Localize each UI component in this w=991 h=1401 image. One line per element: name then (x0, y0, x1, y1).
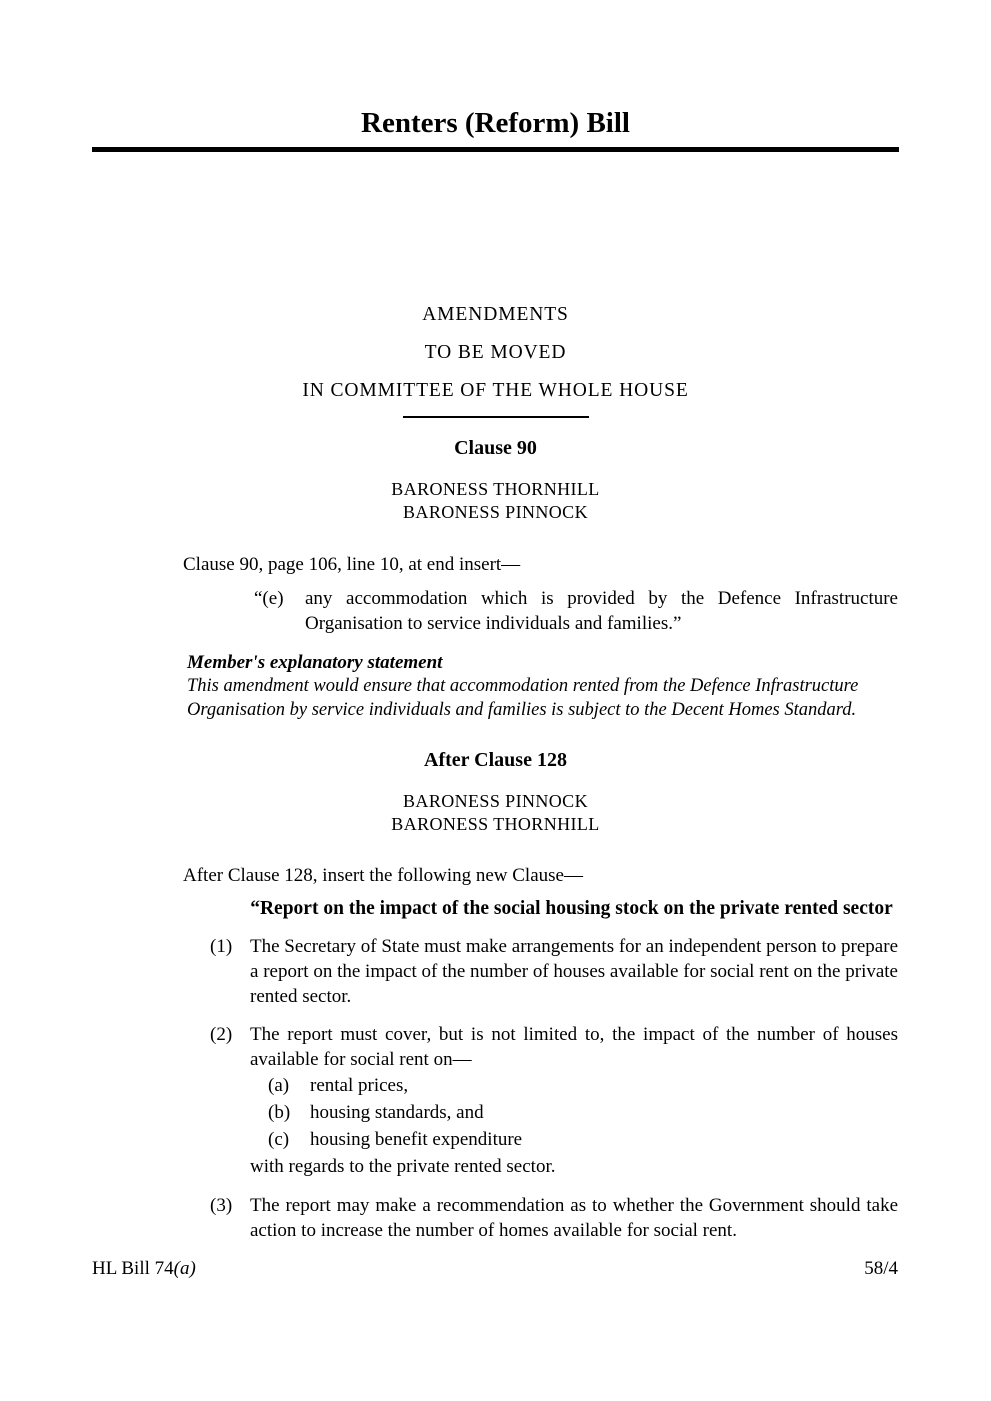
after-clause-128-sponsors (0, 790, 991, 836)
subparagraph-text: any accommodation which is provided by the Defence Infrastructure Organisation to service individuals and families.” (305, 588, 898, 634)
subsection-3 (210, 1193, 898, 1243)
subsection-1-marker: (1) (210, 936, 233, 957)
list-item-c (268, 1126, 898, 1153)
amendment-instruction: Clause 90, page 106, line 10, at end insert— (183, 554, 521, 575)
subsection-2-text: The report must cover, but is not limited to, the impact of the number of houses available for social rent on— (250, 1024, 898, 1070)
sponsor-name: BARONESS THORNHILL (391, 479, 600, 499)
after-clause-128-section (0, 747, 991, 1243)
list-closing-text: with regards to the private rented sector. (250, 1156, 556, 1177)
new-clause-instruction: After Clause 128, insert the following new Clause— (183, 865, 583, 886)
after-clause-128-heading: After Clause 128 (424, 749, 567, 771)
explanatory-statement-heading: Member's explanatory statement (187, 652, 443, 673)
sponsor-name: BARONESS THORNHILL (391, 814, 600, 834)
list-item-c-text: housing benefit expenditure (310, 1129, 523, 1150)
list-item-a (268, 1072, 898, 1099)
masthead-line-committee: IN COMMITTEE OF THE WHOLE HOUSE (302, 380, 689, 401)
explanatory-statement-text: This amendment would ensure that accommodation rented from the Defence Infrastructure Organisation by service individuals and families is subject to the Decent Homes Standard. (187, 676, 859, 720)
new-clause-title: “Report on the impact of the social housing stock on the private rented sector (250, 898, 893, 919)
list-item-c-marker: (c) (268, 1129, 290, 1150)
title-double-rule (92, 147, 899, 152)
list-item-a-text: rental prices, (310, 1075, 409, 1096)
masthead-line-to-be-moved: TO BE MOVED (424, 342, 567, 363)
masthead-line-amendments: AMENDMENTS (422, 304, 569, 325)
masthead-rule (403, 416, 589, 418)
subsection-3-text: The report may make a recommendation as to whether the Government should take action to increase the number of homes available for social rent. (250, 1195, 898, 1241)
footer-bill-number-suffix: (a) (173, 1258, 196, 1279)
explanatory-statement (187, 651, 898, 722)
footer-bill-number (92, 1257, 196, 1281)
subsection-1 (210, 934, 898, 1009)
footer-bill-number-prefix: HL Bill 74 (92, 1258, 174, 1279)
sponsor-name: BARONESS PINNOCK (403, 791, 588, 811)
clause-90-sponsors (0, 478, 991, 524)
sponsor-name: BARONESS PINNOCK (403, 502, 588, 522)
list-item-b (268, 1099, 898, 1126)
list-item-b-text: housing standards, and (310, 1102, 484, 1123)
page-title: Renters (Reform) Bill (361, 107, 630, 139)
list-item-b-marker: (b) (268, 1102, 291, 1123)
subsection-2 (210, 1022, 898, 1072)
subsection-1-text: The Secretary of State must make arrangements for an independent person to prepare a report on the impact of the number of houses available for social rent on the private rented sector. (250, 936, 898, 1007)
subparagraph-marker: “(e) (254, 588, 284, 609)
subsection-3-marker: (3) (210, 1195, 233, 1216)
masthead (0, 302, 991, 418)
list-item-a-marker: (a) (268, 1075, 290, 1096)
footer-page-ref: 58/4 (864, 1258, 898, 1279)
amendment-subparagraph (254, 586, 898, 636)
clause-90-section (0, 435, 991, 722)
subsection-2-marker: (2) (210, 1024, 233, 1045)
clause-90-heading: Clause 90 (454, 437, 537, 459)
